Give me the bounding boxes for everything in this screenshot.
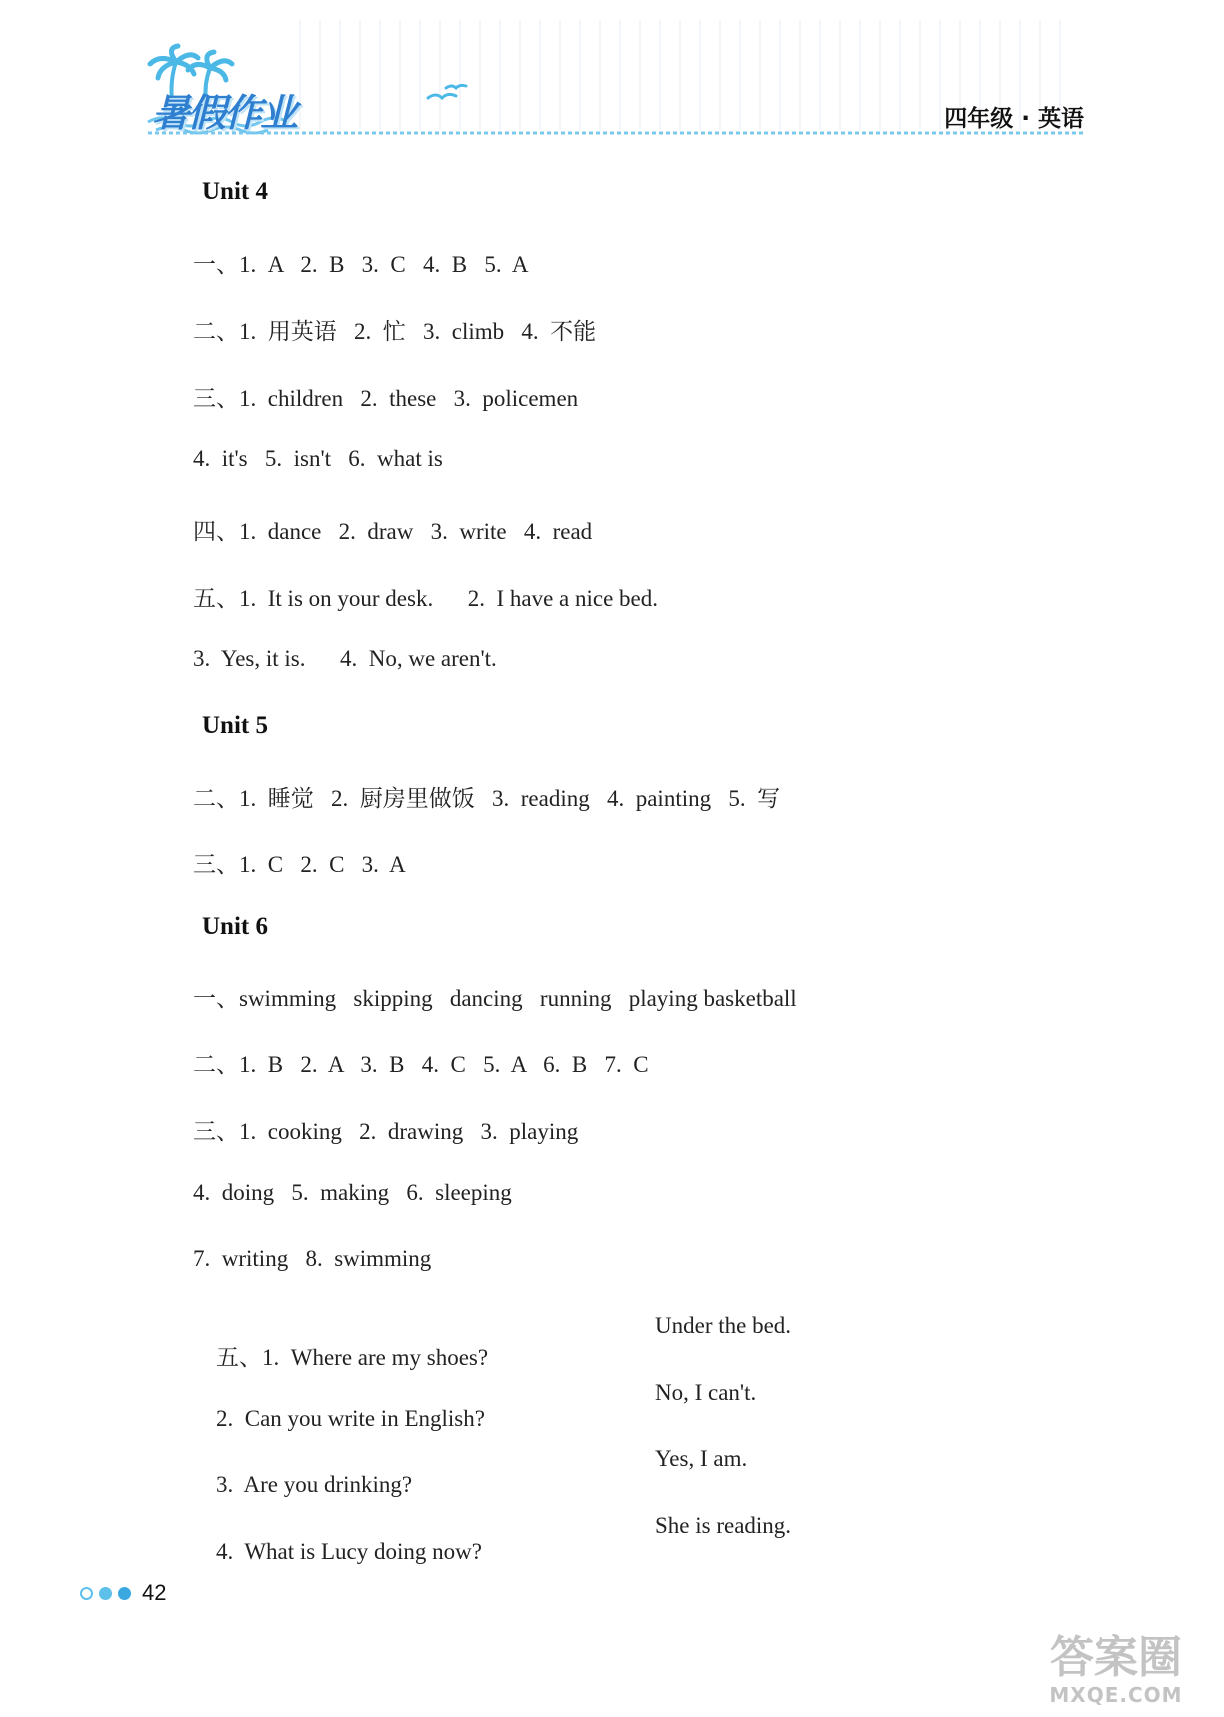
answer-line: 一、swimming skipping dancing running playing basketball <box>193 986 797 1011</box>
logo-text: 暑假作业 <box>152 91 297 135</box>
question-text: 2. Can you write in English? <box>216 1406 485 1431</box>
question-answer-row <box>193 1513 792 1617</box>
page-header <box>0 0 1224 150</box>
question-text: 3. Are you drinking? <box>216 1472 413 1497</box>
dot-icon <box>80 1587 93 1600</box>
answer-line: 一、1. A 2. B 3. C 4. B 5. A <box>193 252 529 277</box>
answer-text: No, I can't. <box>655 1380 757 1405</box>
answer-line: 五、1. It is on your desk. 2. I have a nice bed. <box>193 586 659 611</box>
answer-text: She is reading. <box>655 1513 792 1538</box>
answer-line: 4. it's 5. isn't 6. what is <box>193 446 443 471</box>
watermark-title: 答案圈 <box>1050 1632 1182 1683</box>
answer-text: Under the bed. <box>655 1313 792 1338</box>
answer-text: Yes, I am. <box>655 1446 748 1471</box>
question-text: 五、1. Where are my shoes? <box>216 1345 489 1370</box>
dot-icon <box>99 1587 112 1600</box>
page-number: 42 <box>142 1580 167 1605</box>
answer-line: 三、1. C 2. C 3. A <box>193 852 406 877</box>
answer-line: 四、1. dance 2. draw 3. write 4. read <box>193 519 593 544</box>
answer-line: 三、1. cooking 2. drawing 3. playing <box>193 1119 579 1144</box>
answer-line: 3. Yes, it is. 4. No, we aren't. <box>193 646 497 671</box>
dot-icon <box>118 1587 131 1600</box>
watermark-url: MXQE.COM <box>1049 1683 1183 1707</box>
grade-subject-label: 四年级 · 英语 <box>944 106 1084 132</box>
unit-title: Unit 6 <box>202 913 268 940</box>
question-text: 4. What is Lucy doing now? <box>216 1539 482 1564</box>
unit-title: Unit 5 <box>202 712 268 739</box>
answer-line: 三、1. children 2. these 3. policemen <box>193 386 579 411</box>
answer-line: 4. doing 5. making 6. sleeping <box>193 1180 512 1205</box>
answer-line: 7. writing 8. swimming <box>193 1246 432 1271</box>
watermark-logo <box>1026 1633 1206 1713</box>
answer-line: 二、1. 用英语 2. 忙 3. climb 4. 不能 <box>193 319 597 344</box>
unit-title: Unit 4 <box>202 178 268 205</box>
answer-line: 二、1. 睡觉 2. 厨房里做饭 3. reading 4. painting 5. 写 <box>193 786 781 811</box>
answer-line: 二、1. B 2. A 3. B 4. C 5. A 6. B 7. C <box>193 1052 649 1077</box>
